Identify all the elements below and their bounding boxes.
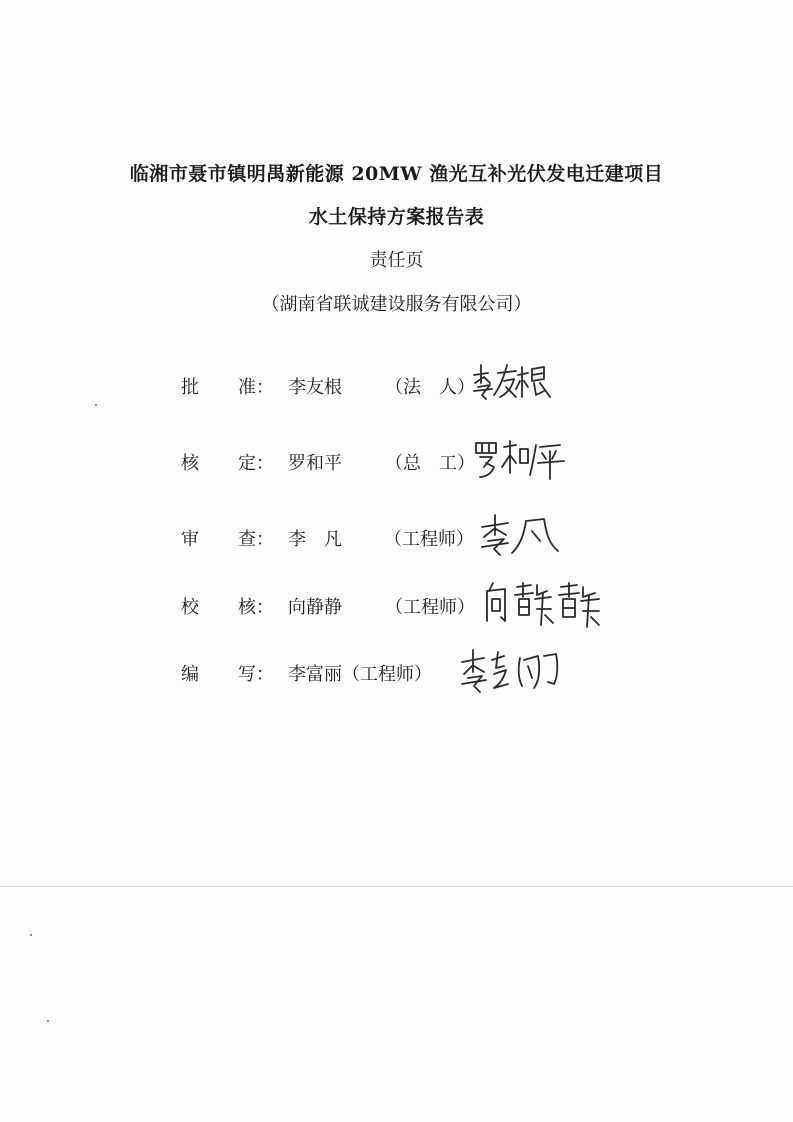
handwritten-signature bbox=[470, 437, 570, 479]
person-position: （工程师） bbox=[384, 529, 474, 550]
role-label-char1: 审 bbox=[181, 529, 199, 550]
person-name-and-position: 李富丽（工程师） bbox=[288, 664, 432, 685]
handwritten-signature bbox=[478, 513, 578, 555]
scan-speck bbox=[47, 1020, 49, 1022]
role-label-char1: 批 bbox=[181, 377, 199, 398]
person-name: 向静静 bbox=[288, 597, 342, 618]
responsibility-row-review bbox=[0, 519, 793, 553]
responsibility-row-author bbox=[0, 654, 793, 688]
handwritten-signature bbox=[483, 581, 603, 623]
document-title-line1: 临湘市聂市镇明禺新能源 20MW 渔光互补光伏发电迁建项目 bbox=[129, 163, 664, 185]
organization-name: （湖南省联诚建设服务有限公司） bbox=[261, 294, 532, 315]
role-label-char2: 准： bbox=[238, 377, 274, 398]
person-name: 罗和平 bbox=[288, 453, 342, 474]
role-label-char2: 定： bbox=[238, 453, 274, 474]
handwritten-signature bbox=[470, 361, 560, 403]
person-position: （工程师） bbox=[385, 597, 475, 618]
role-label-char2: 写： bbox=[238, 664, 274, 685]
person-name: 李友根 bbox=[288, 377, 342, 398]
role-label-char1: 校 bbox=[181, 597, 199, 618]
responsibility-row-check bbox=[0, 587, 793, 621]
person-position: （法 人） bbox=[385, 377, 475, 398]
scan-speck bbox=[30, 934, 32, 936]
document-title-line2: 水土保持方案报告表 bbox=[308, 206, 485, 228]
person-name: 李 凡 bbox=[288, 529, 342, 550]
page-label: 责任页 bbox=[369, 250, 424, 271]
responsibility-row-approve bbox=[0, 367, 793, 401]
role-label-char2: 查： bbox=[238, 529, 274, 550]
responsibility-row-verify bbox=[0, 443, 793, 477]
scan-fold-line bbox=[0, 886, 793, 887]
role-label-char1: 核 bbox=[181, 453, 199, 474]
handwritten-signature bbox=[460, 648, 570, 690]
role-label-char2: 核： bbox=[238, 597, 274, 618]
person-position: （总 工） bbox=[385, 453, 475, 474]
role-label-char1: 编 bbox=[181, 664, 199, 685]
scan-speck bbox=[95, 404, 97, 406]
